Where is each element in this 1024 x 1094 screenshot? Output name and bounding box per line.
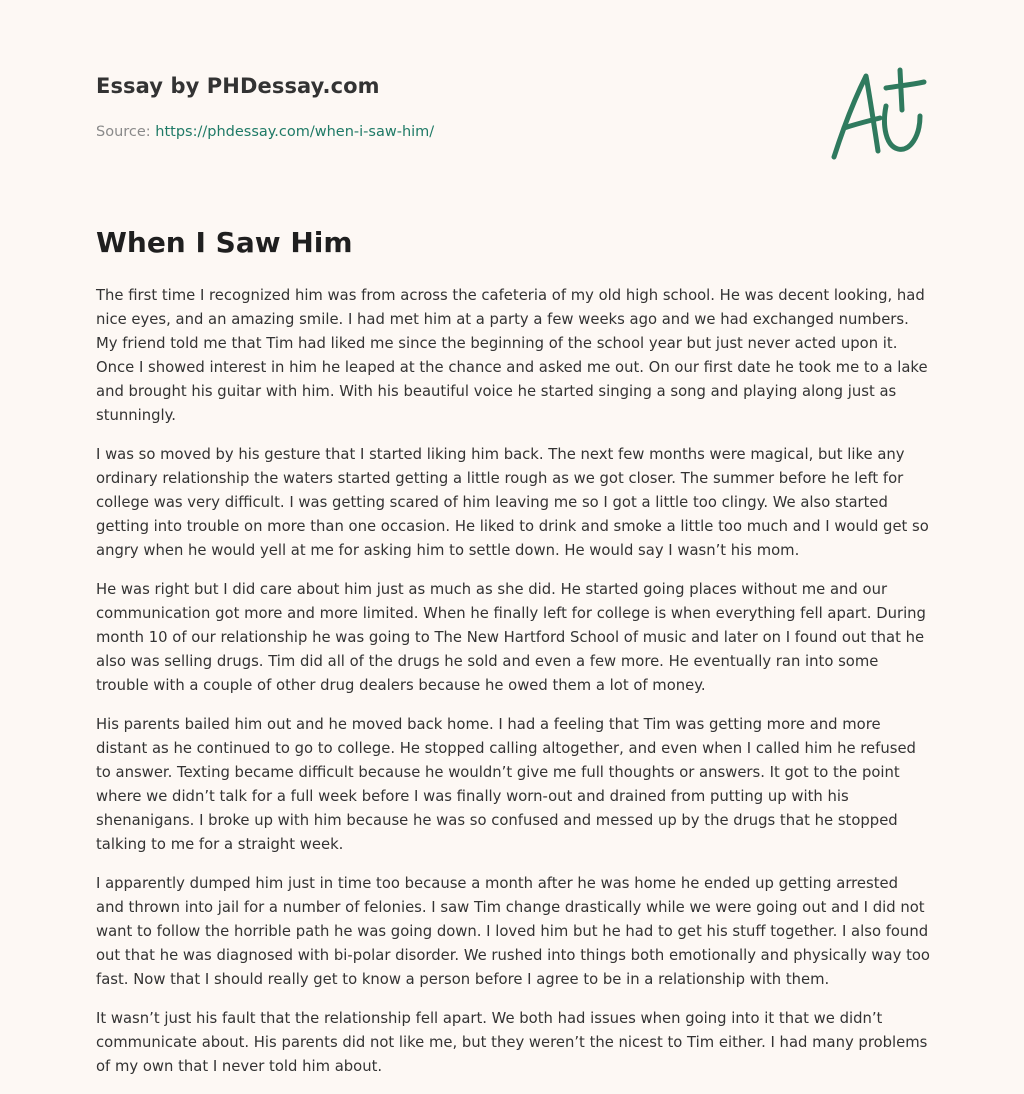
source-link[interactable]: https://phdessay.com/when-i-saw-him/: [155, 124, 435, 140]
essay-paragraph: His parents bailed him out and he moved back home. I had a feeling that Tim was getting more and more distant as he continued to go to college. He stopped calling altogether, and even when I called him he refused to answer. Texting became difficult because he wouldn’t give me full thoughts or answers. It got to the point where we didn’t talk for a full week before I was finally worn-out and drained from putting up with his shenanigans. I broke up with him because he was so confused and messed up by the drugs that he stopped talking to me for a straight week.: [96, 716, 916, 853]
page-header: [96, 0, 928, 200]
source-label: Source:: [96, 124, 151, 140]
source-line: [96, 124, 434, 140]
essay-paragraph: He was right but I did care about him just as much as she did. He started going places without me and our communication got more and more limited. When he finally left for college is when everything fell apart. During month 10 of our relationship he was going to The New Hartford School of music and later on I found out that he also was selling drugs. Tim did all of the drugs he sold and even a few more. He eventually ran into some trouble with a couple of other drug dealers because he owed them a lot of money.: [96, 581, 926, 694]
essay-body: [96, 284, 930, 1094]
essay-paragraph: I apparently dumped him just in time too because a month after he was home he ended up getting arrested and thrown into jail for a number of felonies. I saw Tim change drastically while we were going out and I did not want to follow the horrible path he was going down. I loved him but he had to get his stuff together. I also found out that he was diagnosed with bi-polar disorder. We rushed into things both emotionally and physically way too fast. Now that I should really get to know a person before I agree to be in a relationship with them.: [96, 875, 930, 988]
essay-title: When I Saw Him: [96, 226, 353, 259]
essay-paragraph: The first time I recognized him was from across the cafeteria of my old high school. He was decent looking, had nice eyes, and an amazing smile. I had met him at a party a few weeks ago and we had exchanged numbers. My friend told me that Tim had liked me since the beginning of the school year but just never acted upon it. Once I showed interest in him he leaped at the chance and asked me out. On our first date he took me to a lake and brought his guitar with him. With his beautiful voice he started singing a song and playing along just as stunningly.: [96, 287, 928, 424]
essay-paragraph: It wasn’t just his fault that the relationship fell apart. We both had issues when going into it that we didn’t communicate about. His parents did not like me, but they weren’t the nicest to Tim either. I had many problems of my own that I never told him about.: [96, 1010, 928, 1075]
a-plus-logo-icon: [828, 66, 928, 166]
essay-paragraph: I was so moved by his gesture that I started liking him back. The next few months were magical, but like any ordinary relationship the waters started getting a little rough as we got closer. The summer before he left for college was very difficult. I was getting scared of him leaving me so I got a little too clingy. We also started getting into trouble on more than one occasion. He liked to drink and smoke a little too much and I would get so angry when he would yell at me for asking him to settle down. He would say I wasn’t his mom.: [96, 446, 929, 559]
site-brand: Essay by PHDessay.com: [96, 74, 380, 98]
